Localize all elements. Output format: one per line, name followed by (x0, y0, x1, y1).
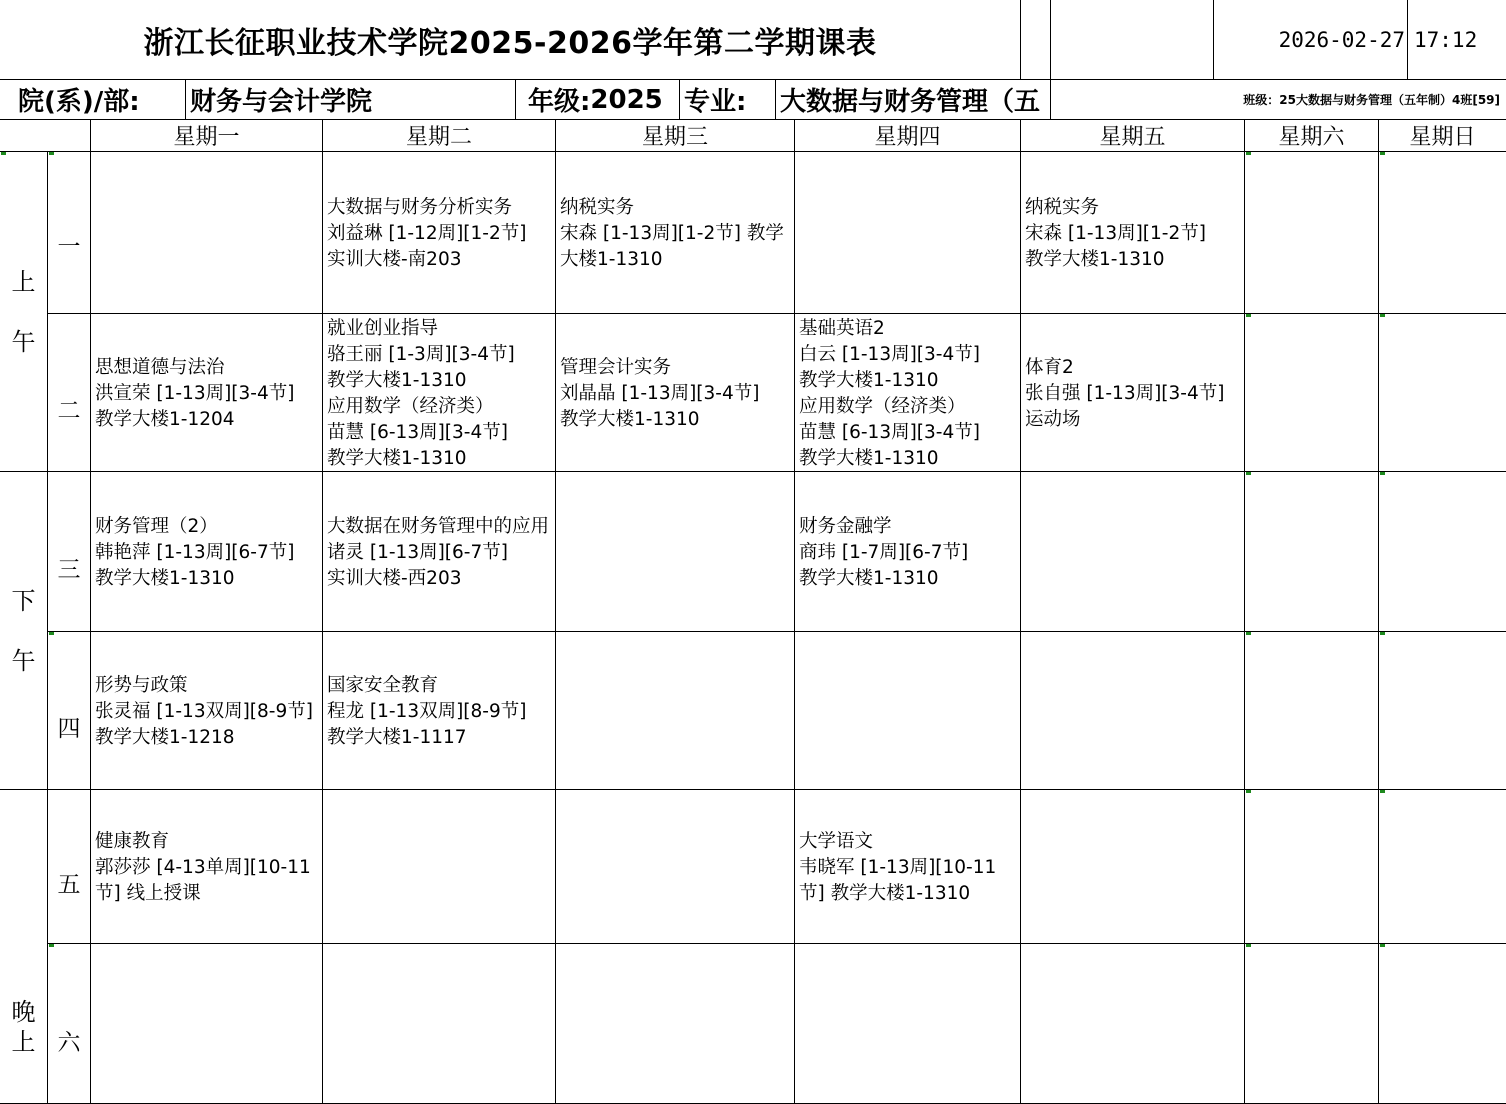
major-value: 大数据与财务管理（五 (776, 80, 1051, 120)
cell-marker (1, 152, 6, 155)
course-cell (91, 152, 323, 314)
cell-marker (1246, 152, 1251, 155)
page-title: 浙江长征职业技术学院2025-2026学年第二学期课表 (0, 0, 1021, 80)
cell-marker (1246, 944, 1251, 947)
cell-marker (1246, 472, 1251, 475)
segment-morning (0, 152, 48, 472)
course-cell (1245, 944, 1379, 1104)
dept-label: 院(系)/部: (0, 80, 186, 120)
cell-marker (1380, 314, 1385, 317)
course-cell (1379, 632, 1506, 790)
print-time: 17:12 (1408, 0, 1506, 80)
major-label: 专业: (680, 80, 776, 120)
cell-marker (1246, 314, 1251, 317)
day-header-sun: 星期日 (1379, 120, 1506, 152)
cell-marker (1380, 944, 1385, 947)
course-cell (556, 790, 795, 944)
course-cell (1021, 632, 1245, 790)
course-text: 纳税实务 宋森 [1-13周][1-2节] 教学大楼1-1310 (560, 196, 784, 270)
course-cell (556, 472, 795, 632)
course-text: 管理会计实务 刘晶晶 [1-13周][3-4节] 教学大楼1-1310 (560, 356, 760, 430)
course-cell (795, 152, 1021, 314)
course-text: 体育2 张自强 [1-13周][3-4节] 运动场 (1025, 356, 1225, 430)
course-cell (323, 472, 556, 632)
course-cell (556, 632, 795, 790)
course-text: 形势与政策 张灵福 [1-13双周][8-9节] 教学大楼1-1218 (95, 674, 313, 748)
course-cell (1379, 790, 1506, 944)
course-cell (323, 314, 556, 472)
segment-char: 午 (11, 646, 36, 675)
course-cell (795, 790, 1021, 944)
segment-char: 上 (11, 1028, 36, 1056)
day-header-mon: 星期一 (91, 120, 323, 152)
course-text: 思想道德与法治 洪宣荣 [1-13周][3-4节] 教学大楼1-1204 (95, 356, 295, 430)
course-cell (1379, 152, 1506, 314)
class-info: 班级：25大数据与财务管理（五年制）4班[59] (1051, 80, 1506, 120)
course-cell (323, 632, 556, 790)
course-cell (1021, 472, 1245, 632)
period-label-6: 六 (48, 944, 91, 1104)
course-text: 大数据在财务管理中的应用 诸灵 [1-13周][6-7节] 实训大楼-西203 (327, 515, 550, 589)
grade-value: 2025 (590, 84, 663, 115)
course-cell (91, 472, 323, 632)
segment-evening (0, 790, 48, 1104)
course-cell (795, 944, 1021, 1104)
period-label-1: 一 (48, 152, 91, 314)
day-header-wed: 星期三 (556, 120, 795, 152)
cell-marker (49, 632, 54, 635)
course-cell (323, 790, 556, 944)
course-cell (1245, 790, 1379, 944)
course-cell (91, 944, 323, 1104)
course-text: 就业创业指导 骆王丽 [1-3周][3-4节] 教学大楼1-1310 应用数学（经济类） 苗慧 [6-13周][3-4节] 教学大楼1-1310 (327, 317, 515, 469)
course-cell (91, 314, 323, 472)
course-cell (1021, 790, 1245, 944)
course-cell (91, 632, 323, 790)
course-text: 纳税实务 宋森 [1-13周][1-2节] 教学大楼1-1310 (1025, 196, 1206, 270)
course-text: 大学语文 韦晓军 [1-13周][10-11节] 教学大楼1-1310 (799, 830, 997, 904)
course-cell (1021, 314, 1245, 472)
course-cell (323, 944, 556, 1104)
course-cell (1245, 314, 1379, 472)
course-cell (556, 314, 795, 472)
course-text: 国家安全教育 程龙 [1-13双周][8-9节] 教学大楼1-1117 (327, 674, 527, 748)
day-header-fri: 星期五 (1021, 120, 1245, 152)
course-cell (323, 152, 556, 314)
segment-char: 晚 (11, 998, 36, 1026)
segment-afternoon (0, 472, 48, 790)
course-text: 财务管理（2） 韩艳萍 [1-13周][6-7节] 教学大楼1-1310 (95, 515, 295, 589)
course-cell (795, 314, 1021, 472)
course-cell (1021, 152, 1245, 314)
day-header-sat: 星期六 (1245, 120, 1379, 152)
grade-label: 年级: (528, 87, 591, 117)
dept-value: 财务与会计学院 (186, 80, 516, 120)
course-text: 财务金融学 商玮 [1-7周][6-7节] 教学大楼1-1310 (799, 515, 969, 589)
period-label-2: 二 (48, 314, 91, 472)
cell-marker (1380, 790, 1385, 793)
segment-char: 下 (11, 586, 36, 615)
period-label-4: 四 (48, 632, 91, 790)
course-cell (1245, 152, 1379, 314)
course-cell (1379, 314, 1506, 472)
day-header-thu: 星期四 (795, 120, 1021, 152)
course-cell (1021, 944, 1245, 1104)
segment-char: 上 (11, 267, 36, 296)
period-label-3: 三 (48, 472, 91, 632)
course-cell (556, 152, 795, 314)
grade-field (516, 80, 680, 120)
period-label-5: 五 (48, 790, 91, 944)
course-cell (795, 632, 1021, 790)
cell-marker (1380, 472, 1385, 475)
cell-marker (1380, 632, 1385, 635)
segment-char: 午 (11, 327, 36, 356)
cell-marker (1246, 632, 1251, 635)
day-header-tue: 星期二 (323, 120, 556, 152)
course-cell (795, 472, 1021, 632)
cell-marker (1380, 152, 1385, 155)
course-text: 基础英语2 白云 [1-13周][3-4节] 教学大楼1-1310 应用数学（经济类） 苗慧 [6-13周][3-4节] 教学大楼1-1310 (799, 317, 980, 469)
course-cell (1245, 472, 1379, 632)
blank-header-cell (1021, 0, 1051, 80)
corner-cell (0, 120, 91, 152)
course-text: 健康教育 郭莎莎 [4-13单周][10-11节] 线上授课 (95, 830, 311, 904)
blank-header-cell (1051, 0, 1214, 80)
cell-marker (1246, 790, 1251, 793)
print-date: 2026-02-27 (1214, 0, 1408, 80)
course-cell (91, 790, 323, 944)
course-cell (1379, 944, 1506, 1104)
cell-marker (49, 944, 54, 947)
course-text: 大数据与财务分析实务 刘益琳 [1-12周][1-2节] 实训大楼-南203 (327, 196, 527, 270)
cell-marker (49, 152, 54, 155)
course-cell (556, 944, 795, 1104)
course-cell (1245, 632, 1379, 790)
course-cell (1379, 472, 1506, 632)
